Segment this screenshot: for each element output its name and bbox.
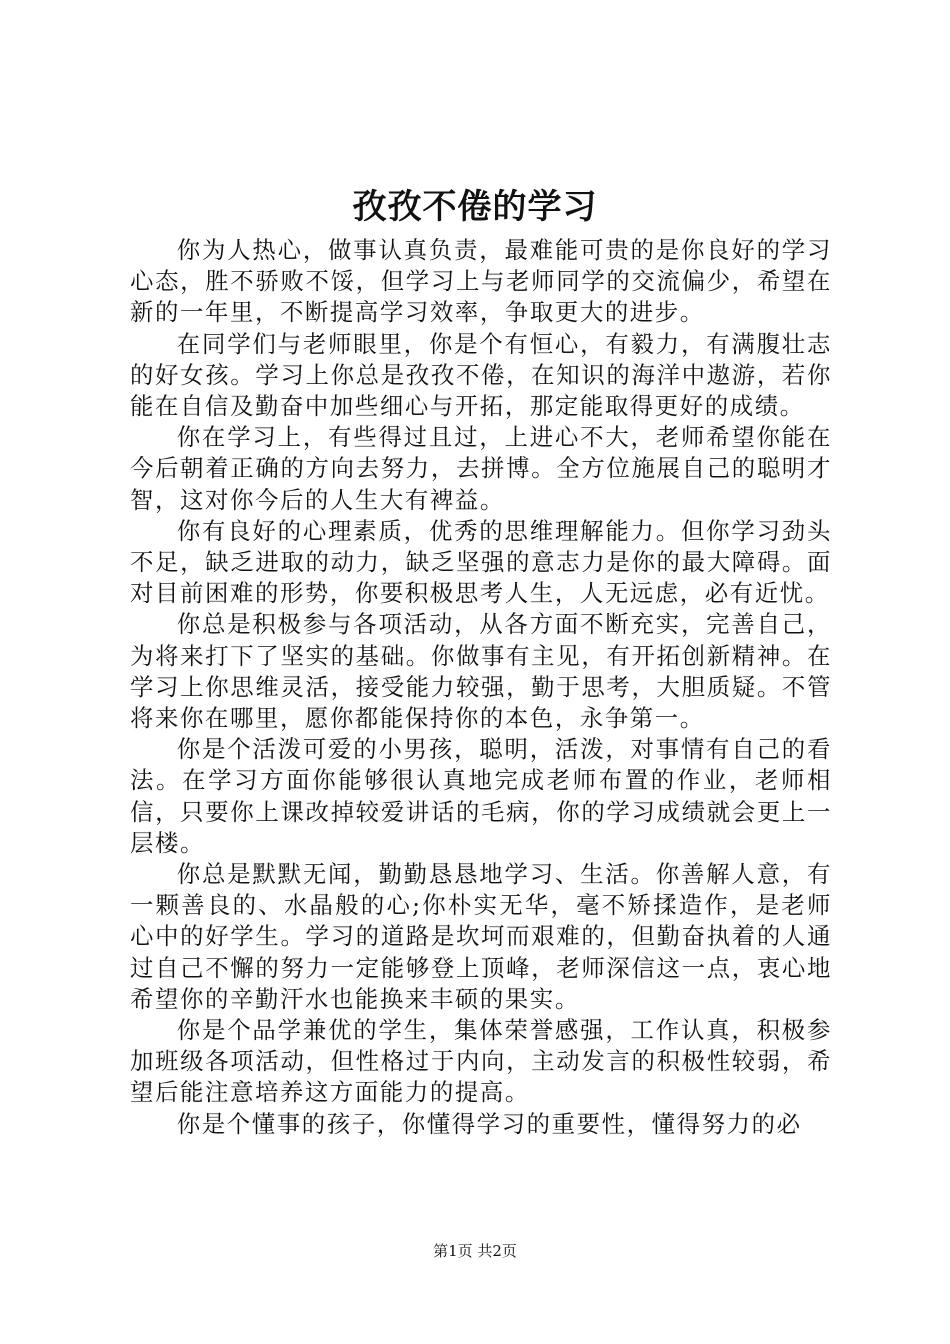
paragraph: 你总是默默无闻，勤勤恳恳地学习、生活。你善解人意，有一颗善良的、水晶般的心;你朴实无华，毫不矫揉造作，是老师心中的好学生。学习的道路是坎坷而艰难的，但勤奋执着的人通过自己不懈的努力一定能够登上顶峰，老师深信这一点，衷心地希望你的辛勤汗水也能换来丰硕的果实。 (130, 860, 832, 1013)
paragraph: 你有良好的心理素质，优秀的思维理解能力。但你学习劲头不足，缺乏进取的动力，缺乏坚强的意志力是你的最大障碍。面对目前困难的形势，你要积极思考人生，人无远虑，必有近忧。 (130, 516, 832, 608)
document-body (130, 235, 832, 1140)
page-number-footer: 第1页 共2页 (433, 1242, 517, 1260)
paragraph: 你在学习上，有些得过且过，上进心不大，老师希望你能在今后朝着正确的方向去努力，去拼博。全方位施展自己的聪明才智，这对你今后的人生大有裨益。 (130, 423, 832, 514)
paragraph: 你是个懂事的孩子，你懂得学习的重要性，懂得努力的必 (176, 1109, 802, 1138)
paragraph: 在同学们与老师眼里，你是个有恒心，有毅力，有满腹壮志的好女孩。学习上你总是孜孜不倦，在知识的海洋中遨游，若你能在自信及勤奋中加些细心与开拓，那定能取得更好的成绩。 (130, 329, 832, 421)
paragraph: 你是个活泼可爱的小男孩，聪明，活泼，对事情有自己的看法。在学习方面你能够很认真地完成老师布置的作业，老师相信，只要你上课改掉较爱讲话的毛病，你的学习成绩就会更上一层楼。 (130, 735, 832, 857)
paragraph: 你为人热心，做事认真负责，最难能可贵的是你良好的学习心态，胜不骄败不馁，但学习上与老师同学的交流偏少，希望在新的一年里，不断提高学习效率，争取更大的进步。 (130, 236, 832, 327)
paragraph: 你总是积极参与各项活动，从各方面不断充实，完善自己，为将来打下了坚实的基础。你做事有主见，有开拓创新精神。在学习上你思维灵活，接受能力较强，勤于思考，大胆质疑。不管将来你在哪里，愿你都能保持你的本色，永争第一。 (130, 610, 832, 733)
document-title: 孜孜不倦的学习 (352, 187, 598, 227)
paragraph: 你是个品学兼优的学生，集体荣誉感强，工作认真，积极参加班级各项活动，但性格过于内向，主动发言的积极性较弱，希望后能注意培养这方面能力的提高。 (130, 1016, 832, 1107)
